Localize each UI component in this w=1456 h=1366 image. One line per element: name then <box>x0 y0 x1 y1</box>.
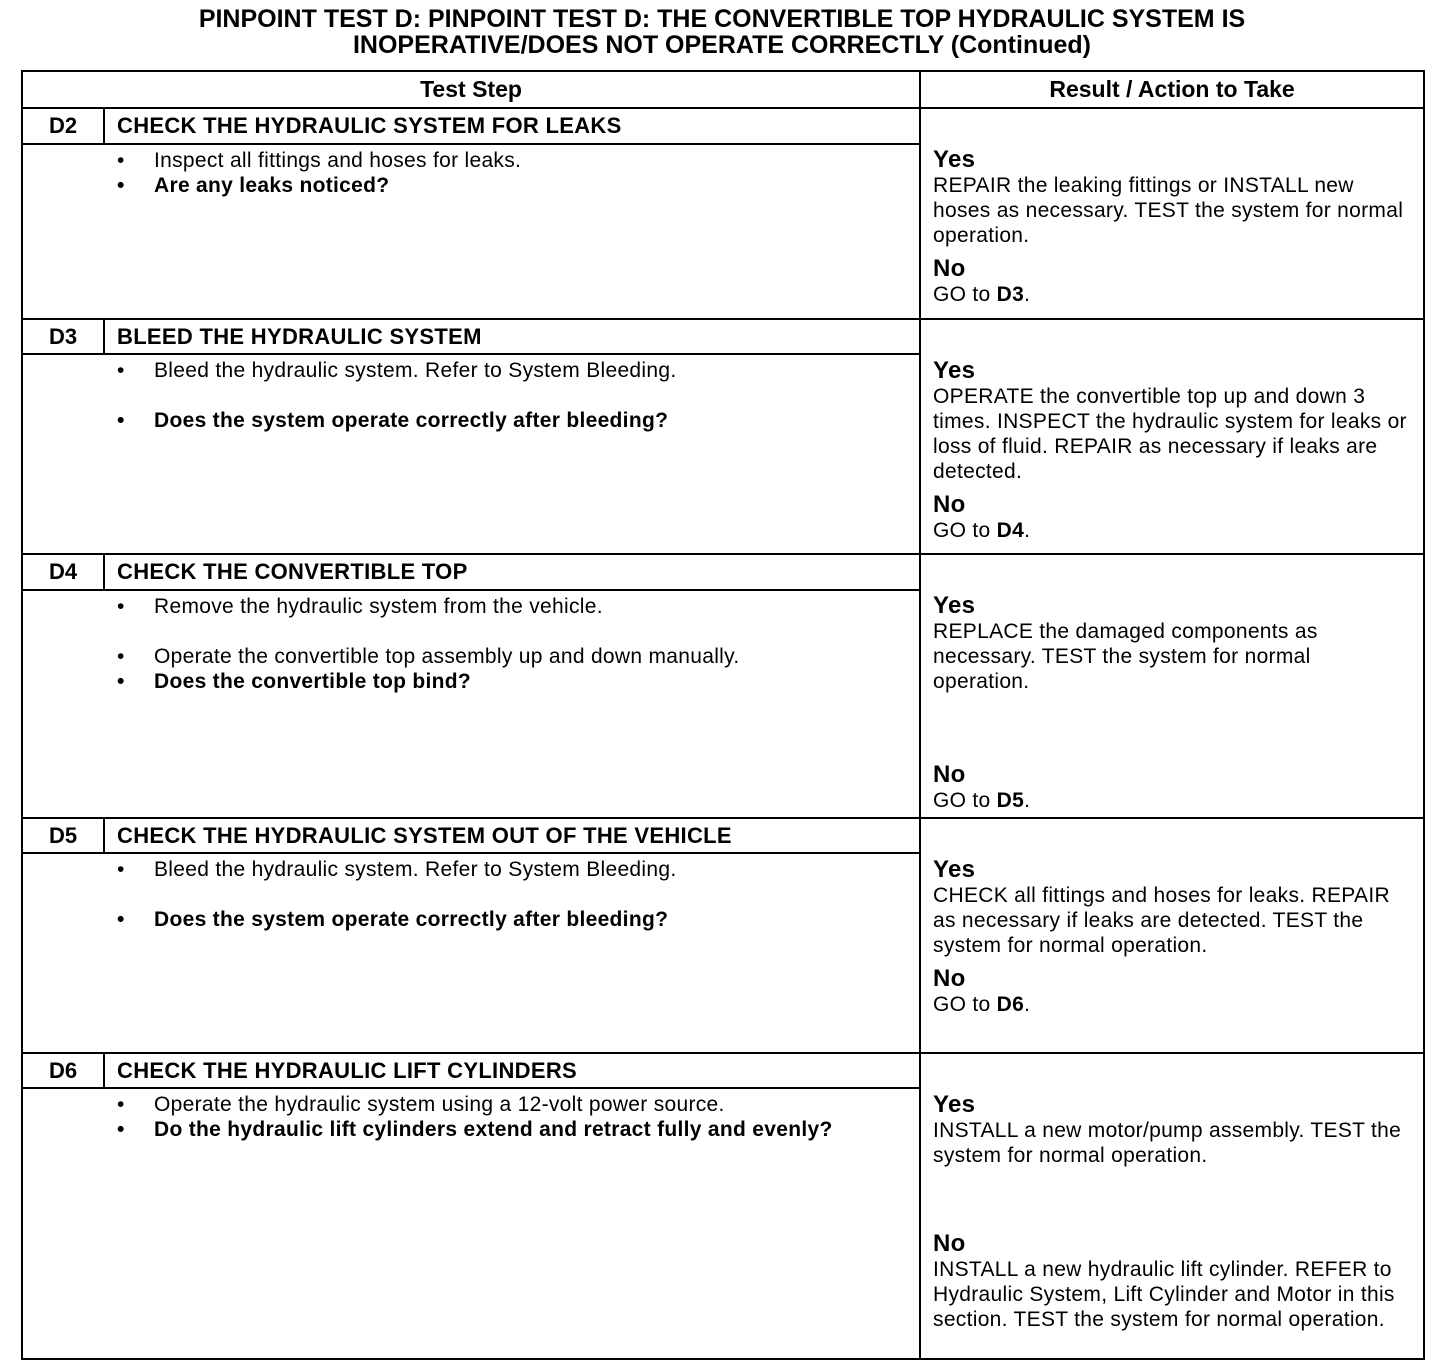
goto-step-link[interactable]: D5 <box>996 789 1025 812</box>
no-action: GO to D4. <box>933 519 1031 542</box>
step-title: CHECK THE CONVERTIBLE TOP <box>104 554 920 590</box>
yes-label: Yes <box>933 1091 976 1118</box>
step-title: BLEED THE HYDRAULIC SYSTEM <box>104 319 920 354</box>
step-title: CHECK THE HYDRAULIC SYSTEM OUT OF THE VEHICLE <box>104 818 920 853</box>
page-title-line-2: INOPERATIVE/DOES NOT OPERATE CORRECTLY (Continued) <box>352 31 1091 59</box>
list-item: • Does the system operate correctly after bleeding? <box>117 409 669 433</box>
no-action: GO to D5. <box>933 789 1031 812</box>
yes-label: Yes <box>933 146 976 173</box>
step-header-row <box>22 108 1424 144</box>
table-header-row <box>22 71 1424 108</box>
step-id: D3 <box>22 319 104 354</box>
no-label: No <box>933 491 966 518</box>
no-label: No <box>933 1230 966 1257</box>
page-title <box>0 6 1444 58</box>
page-title-line-1: PINPOINT TEST D: PINPOINT TEST D: THE CONVERTIBLE TOP HYDRAULIC SYSTEM IS <box>198 5 1246 33</box>
list-item: • Remove the hydraulic system from the vehicle. <box>117 594 603 618</box>
step-body <box>22 144 920 320</box>
yes-action: REPAIR the leaking fittings or INSTALL new hoses as necessary. TEST the system for normal operation. <box>933 174 1404 247</box>
no-label: No <box>933 255 966 282</box>
list-item: • Operate the hydraulic system using a 12-volt power source. <box>117 1093 725 1117</box>
yes-label: Yes <box>933 592 976 619</box>
pinpoint-test-table <box>21 70 1425 1360</box>
list-item: • Do the hydraulic lift cylinders extend and retract fully and evenly? <box>117 1118 833 1142</box>
step-bullet-list <box>23 148 919 198</box>
list-item: • Does the convertible top bind? <box>117 669 472 693</box>
step-id: D4 <box>22 554 104 590</box>
column-header-result: Result / Action to Take <box>920 71 1424 108</box>
step-bullet-list <box>23 1092 919 1142</box>
step-id: D5 <box>22 818 104 853</box>
yes-action: INSTALL a new motor/pump assembly. TEST the system for normal operation. <box>933 1119 1402 1167</box>
yes-action: OPERATE the convertible top up and down 3 times. INSPECT the hydraulic system for leaks or loss of fluid. REPAIR as necessary if leaks are detected. <box>933 385 1407 483</box>
test-step-d6 <box>22 1053 1424 1359</box>
list-item: • Inspect all fittings and hoses for leaks. <box>117 148 522 172</box>
step-body <box>22 1088 920 1359</box>
column-header-test-step: Test Step <box>22 71 920 108</box>
result-cell <box>920 319 1424 554</box>
test-step-d2 <box>22 108 1424 319</box>
step-header-row <box>22 1053 1424 1088</box>
result-cell <box>920 1053 1424 1359</box>
goto-step-link[interactable]: D3 <box>996 283 1025 306</box>
step-header-row <box>22 319 1424 354</box>
test-step-d4 <box>22 554 1424 818</box>
yes-label: Yes <box>933 357 976 384</box>
step-header-row <box>22 818 1424 853</box>
no-label: No <box>933 965 966 992</box>
list-item: • Operate the convertible top assembly up and down manually. <box>117 644 740 668</box>
no-action: INSTALL a new hydraulic lift cylinder. REFER to Hydraulic System, Lift Cylinder and Motor in this section. TEST the system for normal operation. <box>933 1258 1395 1331</box>
step-body <box>22 590 920 818</box>
test-step-d3 <box>22 319 1424 554</box>
step-id: D6 <box>22 1053 104 1088</box>
step-id: D2 <box>22 108 104 144</box>
list-item: • Bleed the hydraulic system. Refer to System Bleeding. <box>117 858 677 882</box>
no-label: No <box>933 761 966 788</box>
list-item: • Bleed the hydraulic system. Refer to System Bleeding. <box>117 359 677 383</box>
goto-step-link[interactable]: D4 <box>996 519 1025 542</box>
step-title: CHECK THE HYDRAULIC LIFT CYLINDERS <box>104 1053 920 1088</box>
no-action: GO to D6. <box>933 993 1031 1016</box>
result-cell <box>920 108 1424 319</box>
step-body <box>22 354 920 554</box>
result-cell <box>920 818 1424 1053</box>
test-step-d5 <box>22 818 1424 1053</box>
list-item: • Does the system operate correctly after bleeding? <box>117 908 669 932</box>
yes-action: CHECK all fittings and hoses for leaks. REPAIR as necessary if leaks are detected. TEST the system for normal operation. <box>933 884 1390 957</box>
step-bullet-list <box>23 594 919 694</box>
yes-action: REPLACE the damaged components as necessary. TEST the system for normal operation. <box>933 620 1318 693</box>
yes-label: Yes <box>933 856 976 883</box>
step-bullet-list <box>23 358 919 433</box>
list-item: • Are any leaks noticed? <box>117 173 390 197</box>
result-cell <box>920 554 1424 818</box>
no-action: GO to D3. <box>933 283 1031 306</box>
goto-step-link[interactable]: D6 <box>996 993 1025 1016</box>
step-body <box>22 853 920 1053</box>
step-header-row <box>22 554 1424 590</box>
step-title: CHECK THE HYDRAULIC SYSTEM FOR LEAKS <box>104 108 920 144</box>
step-bullet-list <box>23 857 919 932</box>
